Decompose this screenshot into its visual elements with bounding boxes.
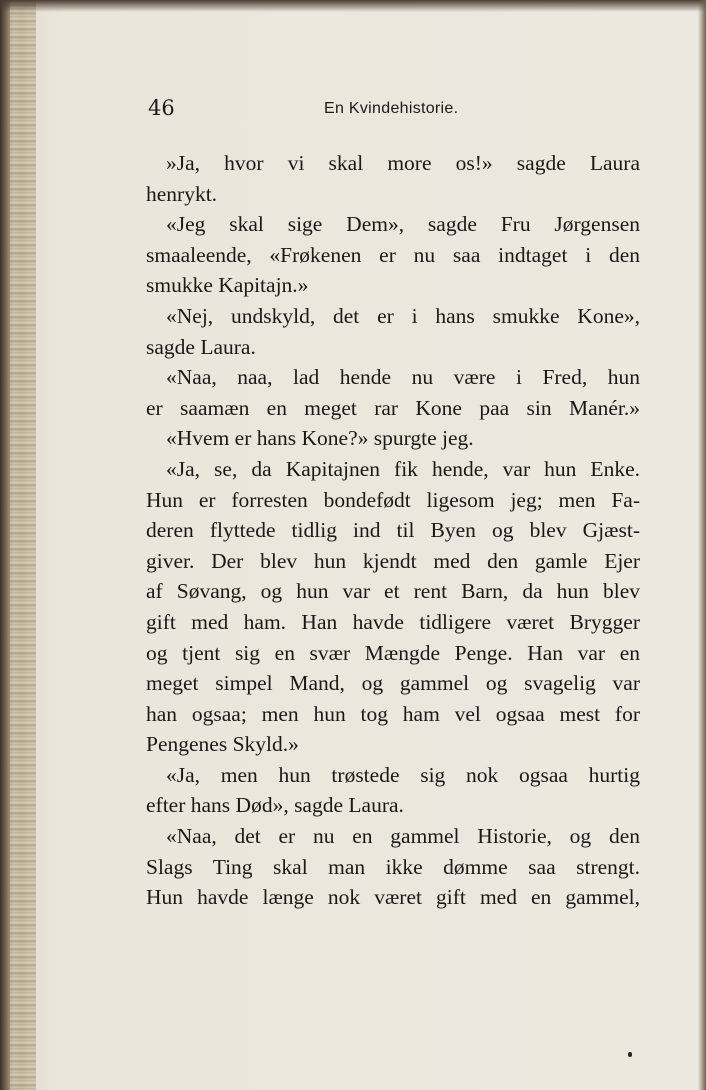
page-number: 46	[148, 96, 175, 120]
text-line: smukke Kapitajn.»	[146, 273, 309, 298]
top-shadow	[0, 0, 706, 12]
text-line: «Ja, se, da Kapitajnen fik hende, var hun Enke.	[166, 456, 640, 481]
text-line: han ogsaa; men hun tog ham vel ogsaa mest for	[146, 701, 640, 726]
text-line: efter hans Død», sagde Laura.	[146, 793, 404, 818]
text-line: meget simpel Mand, og gammel og svagelig var	[146, 671, 640, 696]
text-line: «Naa, naa, lad hende nu være i Fred, hun	[166, 365, 640, 390]
text-line: «Jeg skal sige Dem», sagde Fru Jørgensen	[166, 212, 640, 237]
running-title: En Kvindehistorie.	[324, 100, 459, 117]
body-text	[146, 148, 640, 913]
text-line: henrykt.	[146, 181, 218, 206]
text-line: Pengenes Skyld.»	[146, 732, 299, 757]
text-line: er saamæn en meget rar Kone paa sin Manér.»	[146, 395, 640, 420]
text-line: smaaleende, «Frøkenen er nu saa indtaget i den	[146, 242, 640, 267]
text-line: «Hvem er hans Kone?» spurgte jeg.	[166, 426, 474, 451]
text-line: »Ja, hvor vi skal more os!» sagde Laura	[166, 151, 640, 175]
text-line: «Nej, undskyld, det er i hans smukke Kone»,	[166, 303, 640, 328]
text-line: af Søvang, og hun var et rent Barn, da hun blev	[146, 579, 640, 604]
text-line: gift med ham. Han havde tidligere været Brygger	[146, 609, 640, 634]
text-line: giver. Der blev hun kjendt med den gamle Ejer	[146, 548, 640, 573]
text-line: «Ja, men hun trøstede sig nok ogsaa hurtig	[166, 762, 640, 787]
text-line: Hun havde længe nok været gift med en gammel,	[146, 885, 640, 910]
text-line: Slags Ting skal man ikke dømme saa strengt.	[146, 854, 640, 879]
book-page-edges	[10, 0, 36, 1090]
text-line: «Naa, det er nu en gammel Historie, og den	[166, 824, 640, 849]
ink-speck	[628, 1052, 632, 1057]
text-line: Hun er forresten bondefødt ligesom jeg; men Fa-	[146, 487, 640, 512]
page-header	[148, 96, 648, 126]
right-shadow	[698, 0, 706, 1090]
text-line: sagde Laura.	[146, 334, 256, 359]
text-line: deren flyttede tidlig ind til Byen og blev Gjæst-	[146, 518, 640, 543]
text-line: og tjent sig en svær Mængde Penge. Han var en	[146, 640, 640, 665]
